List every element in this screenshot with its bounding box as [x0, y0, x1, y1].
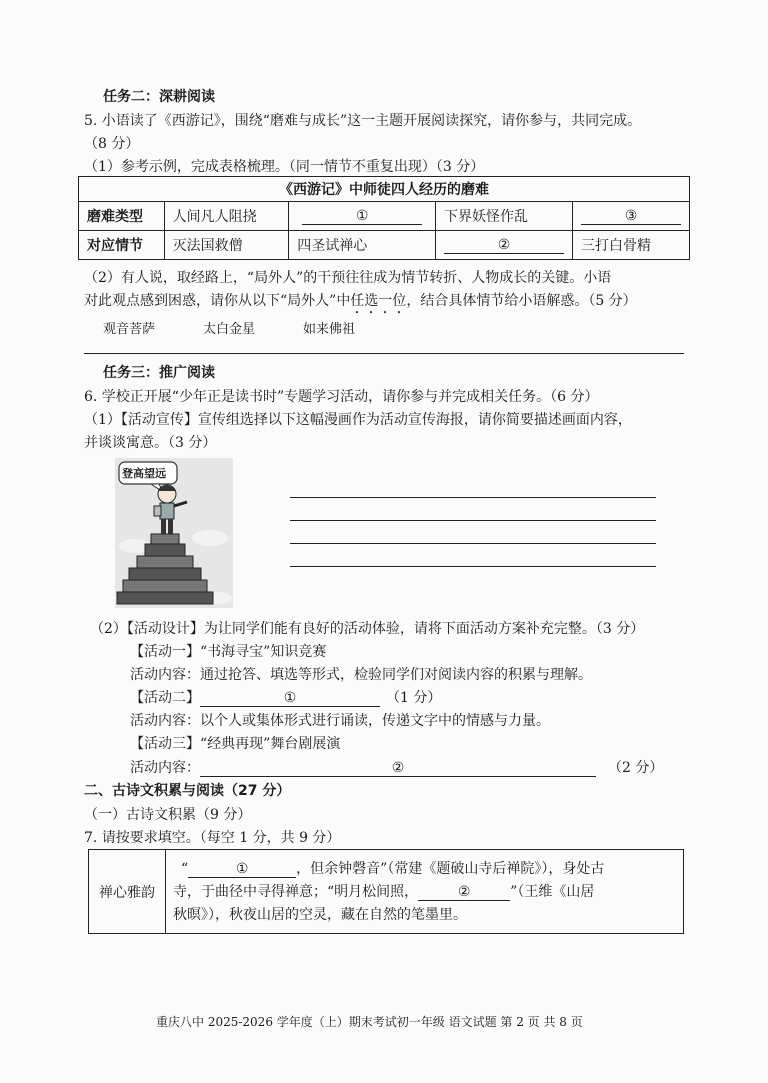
row1-header: 磨难类型	[79, 202, 165, 231]
answer-line-4[interactable]	[290, 566, 656, 567]
poetry-line2	[173, 881, 594, 901]
poetry-line1-open: “	[181, 861, 189, 877]
poetry-line2-rest: ”（王维《山居	[510, 884, 595, 900]
cartoon-bubble-text: 登高望远	[122, 467, 166, 480]
q5-sub2-text-c: ，结合具体情节给小语解惑。（5 分）	[406, 293, 637, 309]
row2-header: 对应情节	[79, 231, 165, 260]
poetry-box	[88, 849, 684, 934]
poetry-line3: 秋暝》），秋夜山居的空灵，藏在自然的笔墨里。	[173, 907, 467, 923]
cartoon-image	[115, 458, 233, 608]
journey-hardship-table	[78, 176, 690, 260]
poetry-blank-2[interactable]: ②	[418, 884, 510, 901]
answer-line-3[interactable]	[290, 543, 656, 544]
row1-cell-blank-3[interactable]	[573, 202, 690, 231]
activity3-line	[130, 757, 663, 777]
activity2-score: （1 分）	[386, 690, 442, 706]
poetry-blank-1[interactable]: ①	[188, 861, 296, 878]
activity2-label: 【活动二】	[130, 690, 200, 706]
q7-stem: 7. 请按要求填空。（每空 1 分，共 9 分）	[84, 830, 341, 846]
row2-cell-4: 三打白骨精	[573, 231, 690, 260]
q6-stem: 6. 学校正开展“少年正是读书时”专题学习活动，请你参与并完成相关任务。（6 分）	[84, 389, 599, 405]
activity3-content-label: 活动内容：	[130, 760, 200, 776]
row2-cell-1: 灭法国救僧	[164, 231, 289, 260]
activity1-title: 【活动一】“书海寻宝”知识竞赛	[130, 644, 327, 660]
activity2-line	[130, 687, 441, 707]
poetry-line2-text: 寺，于曲径中寻得禅意；“明月松间照，	[173, 884, 419, 900]
activity2-blank[interactable]: ①	[200, 690, 380, 707]
q5-sub2-emphasis: 任选一位	[350, 293, 407, 309]
activity1-content: 活动内容：通过抢答、填选等形式，检验同学们对阅读内容的积累与理解。	[130, 667, 592, 683]
activity3-blank[interactable]: ②	[200, 760, 596, 777]
task2-heading: 任务二：深耕阅读	[103, 89, 215, 105]
option-3: 如来佛祖	[303, 322, 356, 337]
part2-heading: 二、古诗文积累与阅读（27 分）	[84, 783, 291, 799]
blank-1[interactable]: ①	[302, 208, 422, 225]
row1-cell-1: 人间凡人阻挠	[164, 202, 289, 231]
q5-sub1: （1）参考示例，完成表格梳理。（同一情节不重复出现）（3 分）	[84, 159, 485, 175]
q6-sub1-line1: （1）【活动宣传】宣传组选择以下这幅漫画作为活动宣传海报，请你简要描述画面内容，	[84, 412, 632, 428]
q6-sub1-line2: 并谈谈寓意。（3 分）	[84, 435, 217, 451]
q5-stem-line2: （8 分）	[84, 136, 140, 152]
task3-heading: 任务三：推广阅读	[103, 365, 215, 381]
answer-line-2[interactable]	[290, 520, 656, 521]
blank-2[interactable]: ②	[444, 237, 564, 254]
row1-cell-blank-1[interactable]	[289, 202, 436, 231]
q5-sub2-line2	[84, 290, 637, 317]
poetry-box-label-cell	[89, 850, 166, 933]
page-footer: 重庆八中 2025-2026 学年度（上）期末考试初一年级 语文试题 第 2 页 共 8 页	[156, 1015, 583, 1029]
activity2-content: 活动内容：以个人或集体形式进行诵读，传递文字中的情感与力量。	[130, 713, 550, 729]
table-title: 《西游记》中师徒四人经历的磨难	[79, 177, 690, 202]
poetry-box-label: 禅心雅韵	[99, 884, 155, 901]
row1-cell-3: 下界妖怪作乱	[435, 202, 572, 231]
q5-sub2-text-a: 对此观点感到困惑，请你从以下“局外人”中	[84, 293, 351, 309]
row2-cell-blank-2[interactable]	[435, 231, 572, 260]
activity3-score: （2 分）	[608, 760, 664, 776]
poetry-line1	[181, 858, 604, 878]
row2-cell-2: 四圣试禅心	[289, 231, 436, 260]
activity3-title: 【活动三】“经典再现”舞台剧展演	[130, 736, 341, 752]
q5-stem-line1: 5. 小语读了《西游记》，围绕“磨难与成长”这一主题开展阅读探究，请你参与，共同完成。	[84, 113, 642, 129]
poetry-line1-rest: ，但余钟磬音”（常建《题破山寺后禅院》），身处古	[296, 861, 605, 877]
option-1: 观音菩萨	[103, 322, 156, 337]
q6-sub2: （2）【活动设计】为让同学们能有良好的活动体验，请将下面活动方案补充完整。（3 分）	[90, 621, 645, 637]
divider	[84, 353, 684, 354]
blank-3[interactable]: ③	[581, 208, 681, 225]
option-2: 太白金星	[203, 322, 256, 337]
q5-sub2-line1: （2）有人说，取经路上，“局外人”的干预往往成为情节转折、人物成长的关键。小语	[84, 270, 612, 286]
answer-line-1[interactable]	[290, 497, 656, 498]
part2-sub1: （一）古诗文积累（9 分）	[84, 807, 252, 823]
